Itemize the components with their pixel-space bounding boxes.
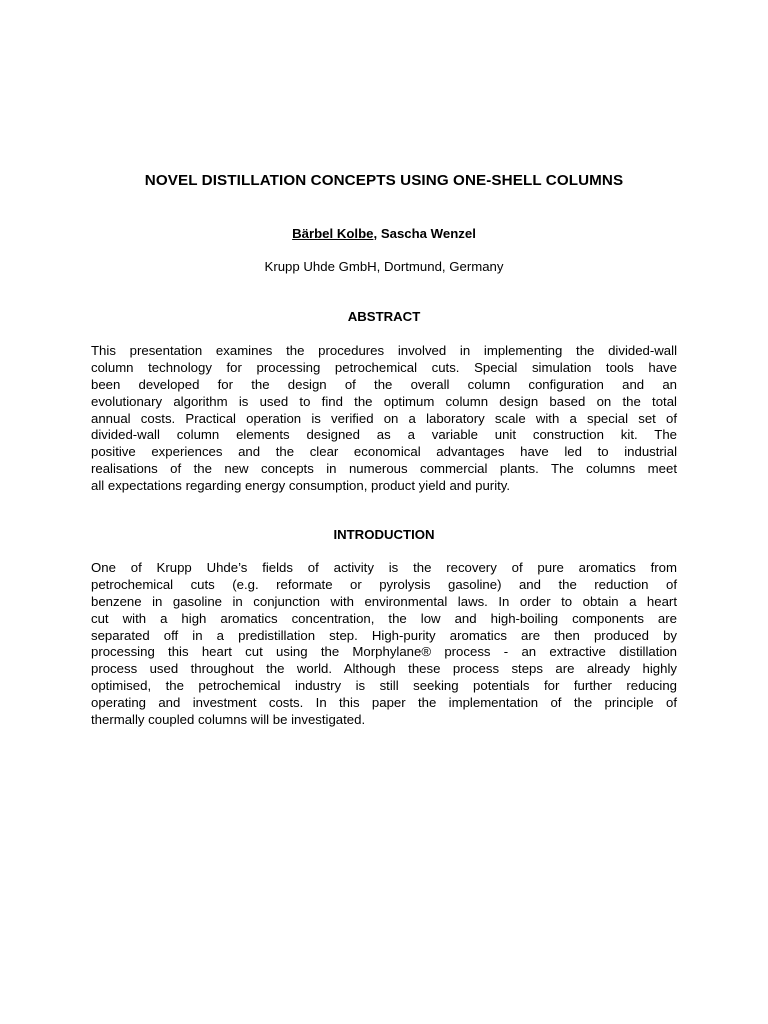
introduction-line: benzene in gasoline in conjunction with environmental laws. In order to obtain a heart (91, 593, 677, 609)
introduction-line: cut with a high aromatics concentration, the low and high-boiling components are (91, 610, 677, 626)
paper-title: NOVEL DISTILLATION CONCEPTS USING ONE-SHELL COLUMNS (144, 172, 624, 189)
introduction-line: process used throughout the world. Although these process steps are already highly (91, 661, 677, 677)
coauthor: Sascha Wenzel (380, 226, 476, 241)
abstract-line: annual costs. Practical operation is verified on a laboratory scale with a special set of (91, 410, 677, 426)
abstract-line: evolutionary algorithm is used to find the optimum column design based on the total (91, 393, 677, 409)
introduction-line: petrochemical cuts (e.g. reformate or pyrolysis gasoline) and the reduction of (91, 576, 677, 592)
abstract-line: all expectations regarding energy consumption, product yield and purity. (91, 478, 511, 494)
abstract-line: realisations of the new concepts in numerous commercial plants. The columns meet (91, 461, 677, 477)
presenting-author: Bärbel Kolbe (292, 226, 374, 241)
introduction-line: optimised, the petrochemical industry is still seeking potentials for further reducing (91, 678, 677, 694)
abstract-body (91, 343, 677, 495)
abstract-line: divided-wall column elements designed as a variable unit construction kit. The (91, 427, 677, 443)
abstract-line: column technology for processing petrochemical cuts. Special simulation tools have (91, 359, 677, 375)
introduction-line: processing this heart cut using the Morphylane® process - an extractive distillation (91, 644, 677, 660)
abstract-line: positive experiences and the clear economical advantages have led to industrial (91, 444, 677, 460)
abstract-heading: ABSTRACT (347, 309, 421, 324)
author-separator: , (373, 226, 378, 241)
abstract-line: This presentation examines the procedures involved in implementing the divided-wall (91, 343, 677, 358)
introduction-body (91, 560, 677, 729)
introduction-heading: INTRODUCTION (333, 527, 435, 542)
author-list (0, 226, 768, 241)
introduction-line: separated off in a predistillation step. High-purity aromatics are then produced by (91, 627, 677, 643)
abstract-line: been developed for the design of the overall column configuration and an (91, 376, 677, 392)
introduction-line: operating and investment costs. In this paper the implementation of the principle of (91, 695, 677, 711)
introduction-line: thermally coupled columns will be investigated. (91, 712, 366, 728)
introduction-line: One of Krupp Uhde’s fields of activity is the recovery of pure aromatics from (91, 560, 677, 575)
affiliation: Krupp Uhde GmbH, Dortmund, Germany (264, 259, 504, 274)
